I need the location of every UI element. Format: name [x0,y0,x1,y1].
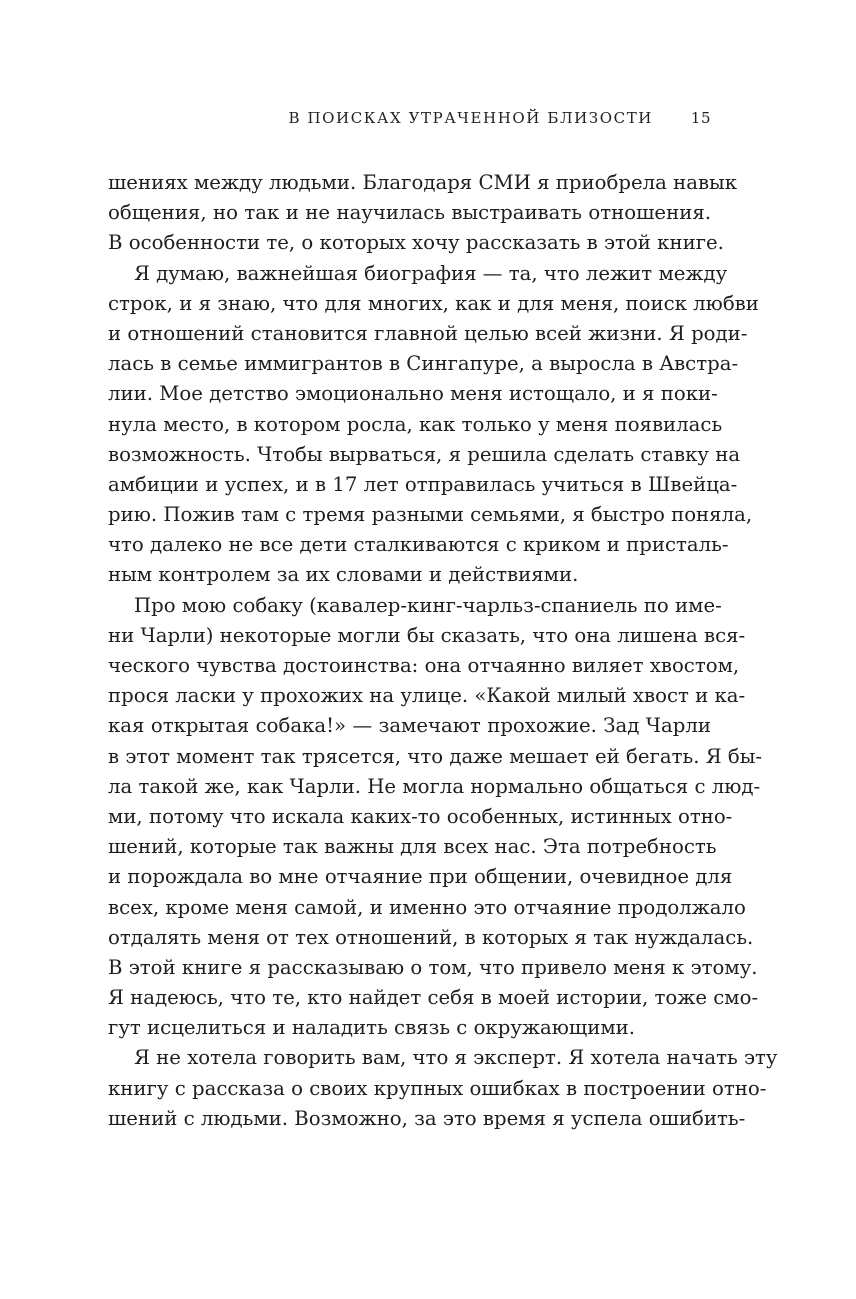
text-line: кая открытая собака!» — замечают прохожие. Зад Чарли [108,714,711,738]
text-line: ным контролем за их словами и действиями. [108,563,579,587]
running-header [108,106,711,132]
paragraph [108,1043,778,1134]
text-line: Я думаю, важнейшая биография — та, что лежит между [134,261,728,285]
text-line: нула место, в котором росла, как только у меня появилась [108,412,723,436]
text-line: Я надеюсь, что те, кто найдет себя в моей истории, тоже смо- [108,986,759,1010]
text-line: прося ласки у прохожих на улице. «Какой милый хвост и ка- [108,684,746,708]
text-line: ческого чувства достоинства: она отчаянно виляет хвостом, [108,654,740,677]
text-line: гут исцелиться и наладить связь с окружающими. [108,1016,636,1040]
text-line: Я не хотела говорить вам, что я эксперт. Я хотела начать эту [134,1046,778,1070]
paragraph [108,168,738,259]
text-line: шений, которые так важны для всех нас. Эта потребность [108,835,717,859]
text-line: рию. Пожив там с тремя разными семьями, я быстро поняла, [108,503,753,527]
text-line: ми, потому что искала каких-то особенных, истинных отно- [108,804,733,828]
text-line: всех, кроме меня самой, и именно это отчаяние продолжало [108,895,746,919]
text-line: что далеко не все дети сталкиваются с криком и присталь- [108,533,729,557]
text-line: ни Чарли) некоторые могли бы сказать, что она лишена вся- [108,623,746,647]
running-title: В ПОИСКАХ УТРАЧЕННОЙ БЛИЗОСТИ [288,109,653,127]
text-line: строк, и я знаю, что для многих, как и для меня, поиск любви [108,291,759,315]
paragraph [108,591,763,1044]
text-line: возможность. Чтобы вырваться, я решила сделать ставку на [108,442,741,466]
text-line: лась в семье иммигрантов в Сингапуре, а выросла в Австра- [108,352,739,376]
text-line: книгу с рассказа о своих крупных ошибках в построении отно- [108,1076,767,1100]
text-line: шений с людьми. Возможно, за это время я успела ошибить- [108,1106,746,1130]
text-line: лии. Мое детство эмоционально меня истощало, и я поки- [108,382,718,406]
text-line: шениях между людьми. Благодаря СМИ я приобрела навык [108,171,738,194]
text-line: Про мою собаку (кавалер-кинг-чарльз-спаниель по име- [134,593,722,617]
text-line: В этой книге я рассказываю о том, что привело меня к этому. [108,955,758,979]
text-line: отдалять меня от тех отношений, в которых я так нуждалась. [108,925,754,949]
text-line: ла такой же, как Чарли. Не могла нормально общаться с люд- [108,774,761,798]
page-number: 15 [690,109,711,127]
text-line: в этот момент так трясется, что даже мешает ей бегать. Я бы- [108,744,763,768]
text-line: В особенности те, о которых хочу рассказать в этой книге. [108,231,724,255]
text-line: и порождала во мне отчаяние при общении, очевидное для [108,865,733,889]
text-line: и отношений становится главной целью всей жизни. Я роди- [108,321,748,345]
body-text [108,168,778,1134]
text-line: общения, но так и не научилась выстраивать отношения. [108,201,711,225]
text-line: амбиции и успех, и в 17 лет отправилась учиться в Швейца- [108,472,738,496]
paragraph [108,259,759,591]
